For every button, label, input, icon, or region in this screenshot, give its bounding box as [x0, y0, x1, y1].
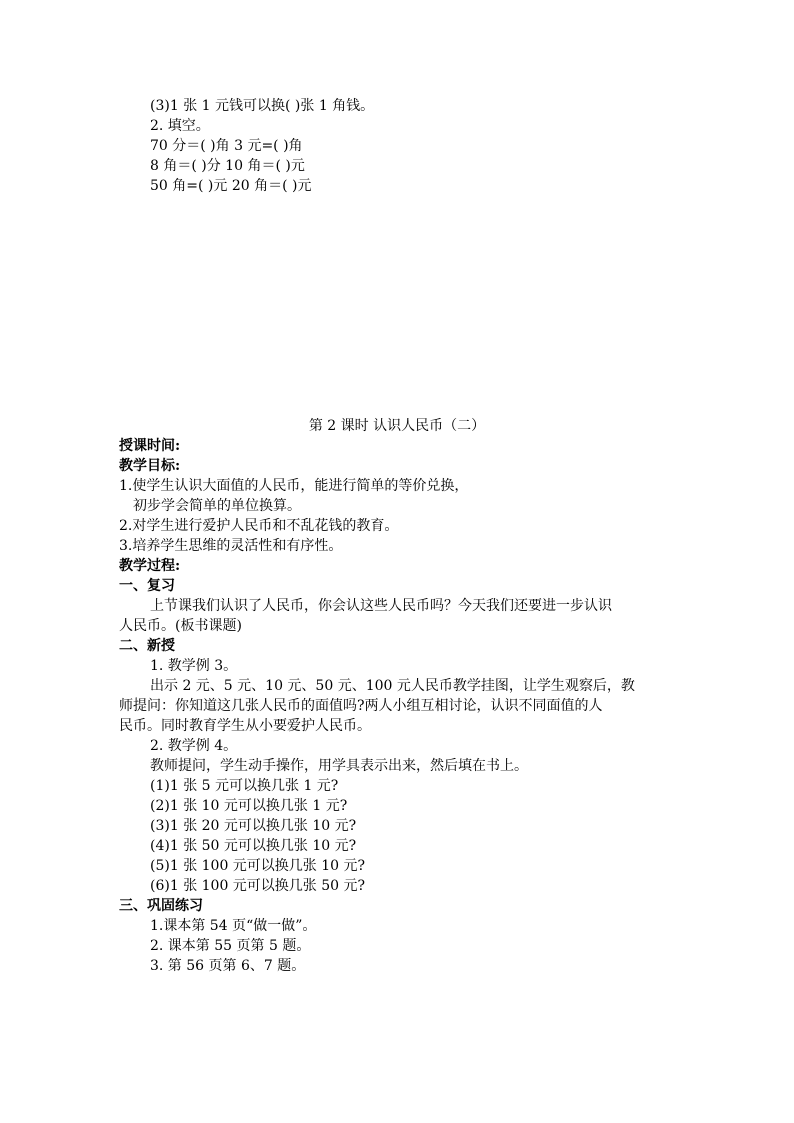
exercise-q3: (3)1 张 1 元钱可以换( )张 1 角钱。 — [150, 98, 375, 114]
example-3-text-3: 民币。同时教育学生从小要爱护人民币。 — [119, 718, 371, 734]
review-text-2: 人民币。(板书课题) — [119, 618, 242, 634]
fill-blank-line-3: 50 角=( )元 20 角＝( )元 — [150, 178, 312, 194]
practice-heading: 三、巩固练习 — [119, 898, 203, 914]
example-3-title: 1. 教学例 3。 — [150, 658, 238, 674]
example-4-intro: 教师提问，学生动手操作，用学具表示出来，然后填在书上。 — [150, 758, 528, 774]
example-4-question-3: (3)1 张 20 元可以换几张 10 元? — [150, 818, 357, 834]
example-3-text-1: 出示 2 元、5 元、10 元、50 元、100 元人民币教学挂图，让学生观察后，教 — [150, 678, 635, 694]
goal-3: 3.培养学生思维的灵活性和有序性。 — [119, 538, 343, 554]
goal-1: 1.使学生认识大面值的人民币，能进行简单的等价兑换， — [119, 478, 469, 494]
practice-item-3: 3. 第 56 页第 6、7 题。 — [150, 958, 306, 974]
example-4-question-1: (1)1 张 5 元可以换几张 1 元? — [150, 778, 339, 794]
example-4-question-5: (5)1 张 100 元可以换几张 10 元? — [150, 858, 366, 874]
review-heading: 一、复习 — [119, 578, 175, 594]
fill-blank-heading: 2. 填空。 — [150, 118, 210, 134]
lesson-title: 第 2 课时 认识人民币（二） — [308, 418, 486, 434]
example-4-question-2: (2)1 张 10 元可以换几张 1 元? — [150, 798, 348, 814]
time-label: 授课时间: — [119, 438, 181, 454]
process-label: 教学过程: — [119, 558, 181, 574]
new-lesson-heading: 二、新授 — [119, 638, 175, 654]
example-4-title: 2. 教学例 4。 — [150, 738, 238, 754]
review-text-1: 上节课我们认识了人民币，你会认这些人民币吗？今天我们还要进一步认识 — [150, 598, 612, 614]
goals-label: 教学目标: — [119, 458, 181, 474]
example-4-question-6: (6)1 张 100 元可以换几张 50 元? — [150, 878, 366, 894]
fill-blank-line-1: 70 分＝( )角 3 元=( )角 — [150, 138, 303, 154]
example-3-text-2: 师提问：你知道这几张人民币的面值吗?两人小组互相讨论，认识不同面值的人 — [119, 698, 603, 714]
goal-1-continued: 初步学会简单的单位换算。 — [133, 498, 301, 514]
example-4-question-4: (4)1 张 50 元可以换几张 10 元? — [150, 838, 357, 854]
goal-2: 2.对学生进行爱护人民币和不乱花钱的教育。 — [119, 518, 399, 534]
practice-item-1: 1.课本第 54 页“做一做”。 — [150, 918, 317, 934]
practice-item-2: 2. 课本第 55 页第 5 题。 — [150, 938, 311, 954]
fill-blank-line-2: 8 角＝( )分 10 角＝( )元 — [150, 158, 305, 174]
